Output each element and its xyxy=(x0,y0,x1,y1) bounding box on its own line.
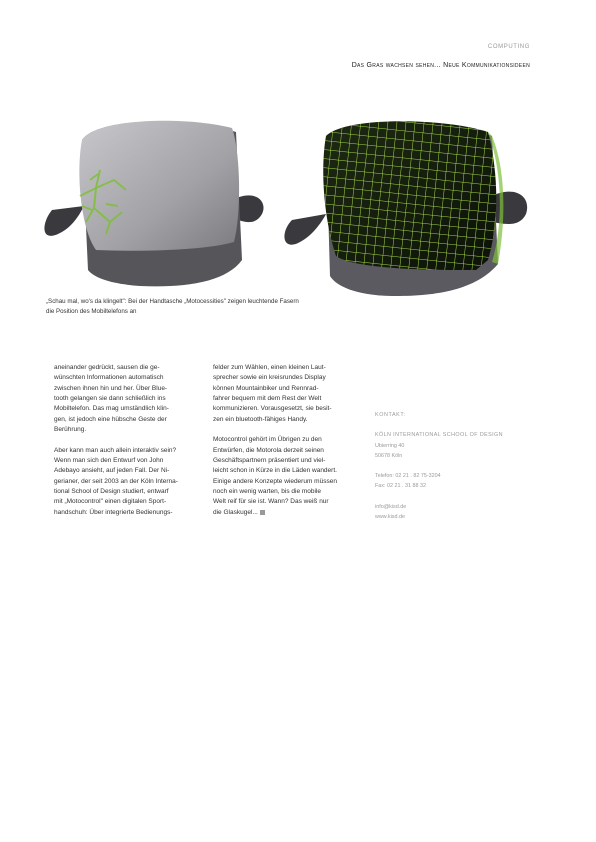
contact-street: Ubierring 40 xyxy=(375,442,405,449)
caption-line: „Schau mal, wo's da klingelt": Bei der Handtasche „Motocessities" zeigen leuchtende Fasern xyxy=(46,298,299,305)
text-line: Geschäftspartnern präsentiert und viel- xyxy=(213,457,326,465)
paragraph xyxy=(54,446,202,518)
contact-label: KONTAKT: xyxy=(375,412,406,418)
text-line: Motocontrol gehört im Übrigen zu den xyxy=(213,436,322,444)
text-line: Berührung. xyxy=(54,426,87,434)
product-photo xyxy=(36,110,544,300)
contact-phone: Telefon: 02 21 . 82 75-3204 xyxy=(375,473,441,480)
contact-email[interactable]: info@kisd.de xyxy=(375,503,407,510)
paragraph xyxy=(213,435,363,518)
text-line: fahrer bequem mit dem Rest der Welt xyxy=(213,395,322,403)
text-line: gen, ist jedoch eine hübsche Geste der xyxy=(54,415,167,423)
text-line: die Glaskugel... xyxy=(213,508,258,516)
text-line: noch ein wenig warten, bis die mobile xyxy=(213,488,322,496)
contact-box xyxy=(375,410,503,522)
end-mark-icon xyxy=(260,510,265,515)
text-line: wünschten Informationen automatisch xyxy=(54,374,164,382)
text-line: mit „Motocontrol" einen digitalen Sport- xyxy=(54,498,167,506)
caption-line: die Position des Mobiltelefons an xyxy=(46,308,137,315)
text-column-1 xyxy=(54,363,202,529)
text-line: leicht schon in Kürze in die Läden wandert. xyxy=(213,467,337,475)
text-line: kommunizieren. Vorausgesetzt, sie besit- xyxy=(213,405,332,413)
text-line: tooth gelangen sie dann schließlich ins xyxy=(54,395,166,403)
contact-org: KÖLN INTERNATIONAL SCHOOL OF DESIGN xyxy=(375,432,503,439)
text-line: tional School of Design studiert, entwarf xyxy=(54,488,169,496)
contact-web[interactable]: www.kisd.de xyxy=(375,514,405,521)
text-line: zen ein bluetooth-fähiges Handy. xyxy=(213,415,308,423)
paragraph xyxy=(213,363,363,425)
text-line: Adebayo ansieht, auf jeden Fall. Der Ni- xyxy=(54,467,170,475)
text-line: aneinander gedrückt, sausen die ge- xyxy=(54,364,160,371)
text-line: Welt reif für sie ist. Wann? Das weiß nur xyxy=(213,498,329,506)
text-line: Entwürfen, die Motorola derzeit seinen xyxy=(213,446,324,454)
paragraph xyxy=(54,363,202,435)
text-line: sprecher sowie ein kreisrundes Display xyxy=(213,374,326,382)
text-line: Mobiltelefon. Das mag umständlich klin- xyxy=(54,405,169,413)
text-line: handschuh: Über integrierte Bedienungs- xyxy=(54,508,173,516)
text-line: Einige andere Konzepte wiederum müssen xyxy=(213,477,337,485)
text-line: können Mountainbiker und Rennrad- xyxy=(213,384,319,392)
bag-right-green xyxy=(284,121,527,296)
text-line: felder zum Wählen, einen kleinen Laut- xyxy=(213,364,326,371)
contact-fax: Fax: 02 21 . 31 88 32 xyxy=(375,483,426,490)
bag-left-grey xyxy=(44,121,263,287)
section-label: COMPUTING xyxy=(487,44,530,50)
page-headline: Das Gras wachsen sehen... Neue Kommunikationsideen xyxy=(351,62,530,69)
text-line: Aber kann man auch allein interaktiv sein? xyxy=(54,446,177,454)
contact-city: 50678 Köln xyxy=(375,452,403,459)
text-line: Wenn man sich den Entwurf von John xyxy=(54,457,164,465)
text-line: zwischen ihnen hin und her. Über Blue- xyxy=(54,384,168,392)
text-column-2 xyxy=(213,363,363,529)
image-caption xyxy=(46,297,366,317)
text-line: gerianer, der seit 2003 an der Köln Interna- xyxy=(54,477,178,485)
